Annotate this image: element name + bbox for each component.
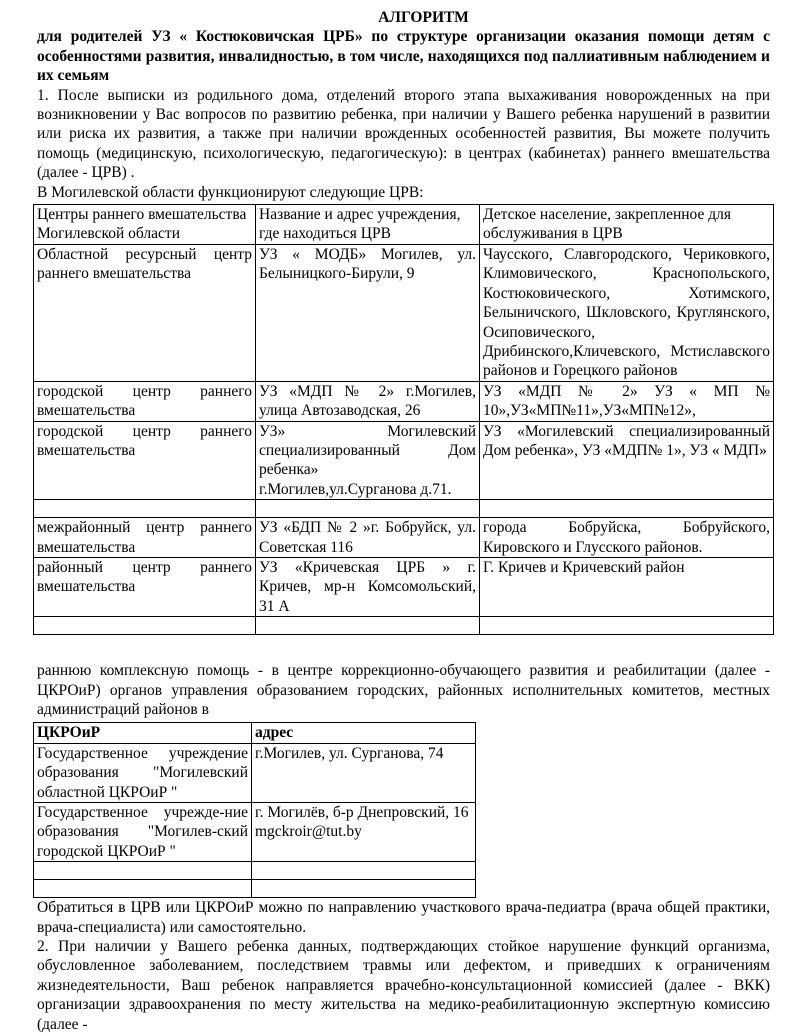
paragraph-2: В Могилевской области функционируют следующие ЦРВ: (37, 183, 424, 201)
paragraph-4: Обратиться в ЦРВ или ЦКРОиР можно по направлению участкового врача-педиатра (врача общей практики, врача-специалиста) или самостоятельно. (37, 899, 770, 936)
table-cell (252, 862, 476, 880)
table-cell (34, 500, 256, 518)
table-header-cell: Название и адрес учреждения, где находиться ЦРВ (256, 205, 480, 245)
table-cell (34, 617, 256, 635)
table-row (34, 518, 774, 558)
table-cell (34, 880, 252, 898)
table-cell: УЗ «БДП № 2 »г. Бобруйск, ул. Советская 116 (256, 518, 480, 558)
table-cell: УЗ «Могилевский специализированный Дом ребенка», УЗ «МДП№ 1», УЗ « МДП» (480, 421, 774, 500)
table-cell (256, 500, 480, 518)
document-title: АЛГОРИТМ (378, 9, 469, 26)
table-cell: УЗ « МОДБ» Могилев, ул. Белыницкого-Бирули, 9 (256, 244, 480, 381)
address-text: г.Могилев, ул. Сурганова, 74 (255, 744, 444, 762)
table-row-empty (34, 880, 476, 898)
table-cell (34, 862, 252, 880)
address-text: г. Могилёв, б-р Днепровский, 16 (255, 804, 469, 822)
spacer (37, 635, 770, 661)
table-cell (252, 743, 476, 802)
table-cell: УЗ» Могилевский специализированный Дом ребенка» г.Могилев,ул.Сурганова д.71. (256, 421, 480, 500)
table-cell: Чаусского, Славгородского, Чериковкого, Климовического, Краснопольского, Костюковического, Хотимского, Белыничского, Шкловского, Круглянского, Осиповического, Дрибинского,Кличевского, Мстиславского районов и Горецкого районов (480, 244, 774, 381)
table-header-cell: адрес (252, 723, 476, 743)
table-cell: Г. Кричев и Кричевский район (480, 557, 774, 616)
table-cell (256, 617, 480, 635)
table-cell: районный центр раннего вмешательства (34, 557, 256, 616)
paragraph-5: 2. При наличии у Вашего ребенка данных, подтверждающих стойкое нарушение функций организма, обусловленное заболеванием, последствием травмы или дефектом, и приведших к ограничениям жизнедеятельности, Ваш ребенок направляется врачебно-консультационной комиссией (далее - ВКК) организации здравоохранения по месту жительства на медико-реабилитационную экспертную комиссию (далее - (37, 938, 770, 1033)
crv-table (33, 204, 774, 635)
paragraph-3: раннюю комплексную помощь - в центре коррекционно-обучающего развития и реабилитации (далее - ЦКРОиР) органов управления образованием городских, районных исполнительных комитетов, местных администраций районов в (37, 662, 770, 718)
table-cell: Государственное учреждение образования "Могилевский областной ЦКРОиР " (34, 743, 252, 802)
table-cell: УЗ «МДП № 2» г.Могилев, улица Автозаводская, 26 (256, 381, 480, 421)
table-row (34, 743, 476, 802)
table-row (34, 381, 774, 421)
table-row (34, 421, 774, 500)
table-cell (480, 617, 774, 635)
ckroir-table (33, 722, 476, 898)
table-cell: межрайонный центр раннего вмешательства (34, 518, 256, 558)
table-row-empty (34, 500, 774, 518)
table-row-empty (34, 862, 476, 880)
table-cell: УЗ «Кричевская ЦРБ » г. Кричев, мр-н Комсомольский, 31 А (256, 557, 480, 616)
email-text: mgckroir@tut.by (255, 823, 362, 841)
table-row (34, 244, 774, 381)
table-row-empty (34, 617, 774, 635)
document-subtitle: для родителей УЗ « Костюковичская ЦРБ» по структуре организации оказания помощи детям с особенностями развития, инвалидностью, в том числе, находящихся под паллиативным наблюдением и их семьям (37, 28, 770, 85)
table-header-cell: Центры раннего вмешательства Могилевской области (34, 205, 256, 245)
table-cell: городской центр раннего вмешательства (34, 421, 256, 500)
table-cell (252, 880, 476, 898)
document-page (37, 8, 770, 1034)
table-cell: городской центр раннего вмешательства (34, 381, 256, 421)
table-row (34, 557, 774, 616)
paragraph-1: 1. После выписки из родильного дома, отделений второго этапа выхаживания новорожденных на при возникновении у Вас вопросов по развитию ребенка, при наличии у Вашего ребенка нарушений в развитии или риска их развития, а также при наличии врожденных особенностей развития, Вы можете получить помощь (медицинскую, психологическую, педагогическую): в центрах (кабинетах) раннего вмешательства (далее - ЦРВ) . (37, 86, 770, 182)
table-header-row (34, 723, 476, 743)
table-cell: Государственное учрежде-ние образования "Могилев-ский городской ЦКРОиР " (34, 803, 252, 862)
table-header-cell: ЦКРОиР (34, 723, 252, 743)
table-cell: города Бобруйска, Бобруйского, Кировского и Глусского районов. (480, 518, 774, 558)
table-cell: Областной ресурсный центр раннего вмешательства (34, 244, 256, 381)
table-cell (480, 500, 774, 518)
table-header-cell: Детское население, закрепленное для обслуживания в ЦРВ (480, 205, 774, 245)
table-cell (252, 803, 476, 862)
table-cell: УЗ «МДП № 2» УЗ « МП № 10»,УЗ«МП№11»,УЗ«МП№12», (480, 381, 774, 421)
table-row (34, 803, 476, 862)
table-header-row (34, 205, 774, 245)
